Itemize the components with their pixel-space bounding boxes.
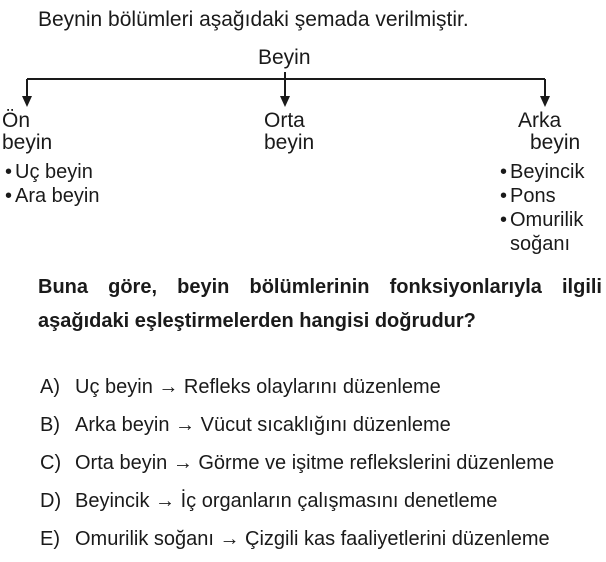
branch-orta-beyin [264, 110, 314, 154]
bullet-icon: • [500, 209, 508, 231]
option-d[interactable] [40, 486, 554, 524]
list-item: • Pons [500, 185, 556, 207]
option-letter: C) [40, 452, 62, 474]
branch-label-line2: beyin [264, 131, 315, 154]
bullet-icon: • [5, 185, 13, 207]
branch-label-line2: beyin [2, 131, 53, 154]
list-item-continuation: soğanı [510, 233, 571, 255]
on-beyin-parts-list [5, 160, 100, 208]
list-item: • Ara beyin [5, 185, 100, 207]
option-letter: D) [40, 490, 62, 512]
branch-label-line2: beyin [530, 131, 581, 154]
option-letter: E) [40, 528, 60, 550]
list-item: • Beyincik [500, 161, 585, 183]
intro-text: Beynin bölümleri aşağıdaki şemada verilmiştir. [38, 8, 469, 31]
branch-arka-beyin [518, 110, 580, 154]
option-text: Arka beyin → Vücut sıcaklığını düzenleme [75, 414, 451, 436]
answer-options [40, 372, 554, 562]
branch-label-line1: Orta [264, 109, 305, 132]
option-letter: A) [40, 376, 60, 398]
branch-label-line1: Ön [2, 109, 31, 132]
branch-on-beyin [2, 110, 52, 154]
option-b[interactable] [40, 410, 554, 448]
option-a[interactable] [40, 372, 554, 410]
bullet-icon: • [500, 161, 508, 183]
diagram-root-label: Beyin [258, 46, 311, 69]
bullet-icon: • [5, 161, 13, 183]
option-text: Omurilik soğanı → Çizgili kas faaliyetlerini düzenleme [75, 528, 550, 550]
list-item: • Uç beyin [5, 161, 93, 183]
option-c[interactable] [40, 448, 554, 486]
branch-label-line1: Arka [518, 109, 562, 132]
arka-beyin-parts-list [500, 160, 584, 256]
bullet-icon: • [500, 185, 508, 207]
right-arrowhead [540, 96, 550, 107]
question-line-1: Buna göre, beyin bölümlerinin fonksiyonlarıyla ilgili [38, 276, 602, 298]
option-text: Uç beyin → Refleks olaylarını düzenleme [75, 376, 441, 398]
middle-arrowhead [280, 96, 290, 107]
option-letter: B) [40, 414, 60, 436]
list-item: • Omurilik [500, 209, 584, 231]
option-text: Beyincik → İç organların çalışmasını denetleme [75, 490, 498, 512]
question-stem [38, 270, 602, 338]
question-line-2: aşağıdaki eşleştirmelerden hangisi doğrudur? [38, 310, 476, 332]
option-e[interactable] [40, 524, 554, 562]
left-arrowhead [22, 96, 32, 107]
option-text: Orta beyin → Görme ve işitme reflekslerini düzenleme [75, 452, 555, 474]
